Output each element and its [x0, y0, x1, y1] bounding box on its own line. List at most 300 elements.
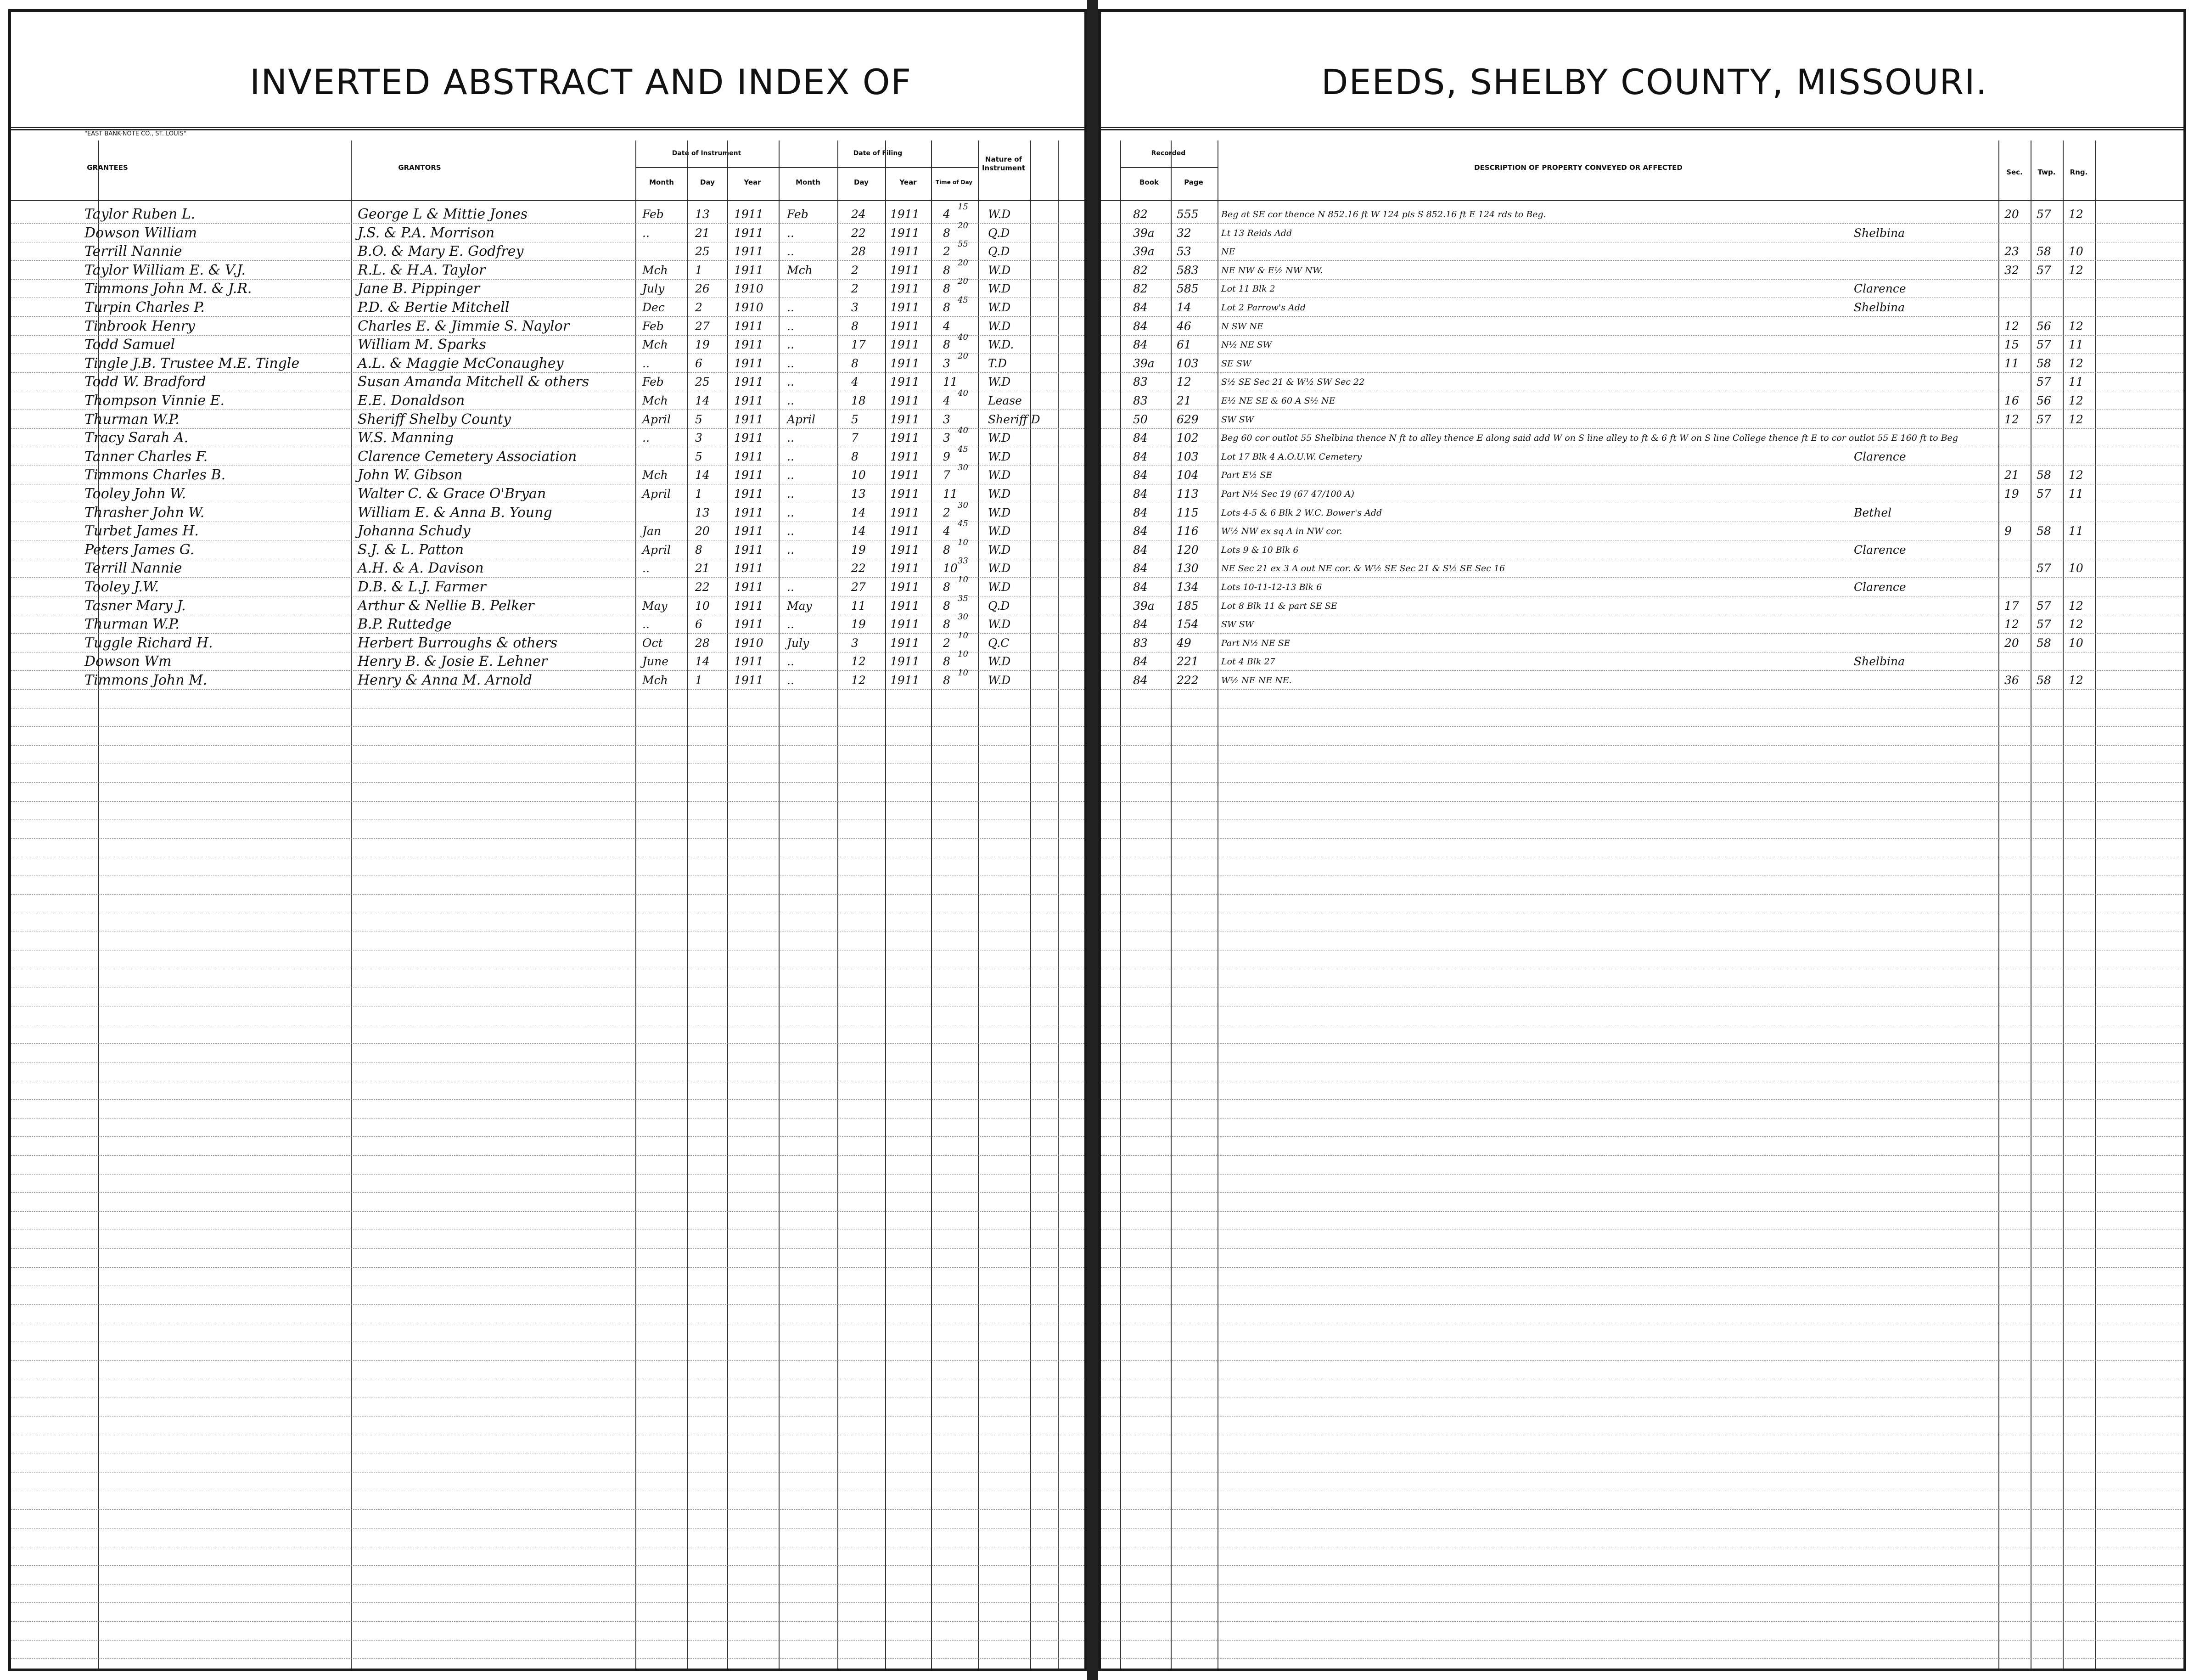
sec-cell: 11 [2004, 356, 2019, 370]
inst-year-cell: 1911 [734, 375, 763, 389]
sec-cell: 20 [2004, 636, 2019, 650]
inst-month-cell: .. [642, 226, 650, 240]
inst-year-cell: 1911 [734, 562, 763, 575]
grantor-cell: B.O. & Mary E. Godfrey [358, 243, 524, 260]
twp-cell: 58 [2037, 524, 2051, 538]
inst-day-cell: 10 [695, 599, 710, 612]
inst-year-cell: 1911 [734, 674, 763, 687]
header-bottom-rule [11, 200, 1084, 201]
filing-month-cell: .. [787, 468, 794, 482]
col-divider [727, 140, 728, 1669]
nature-cell: W.D [988, 431, 1011, 445]
inst-month-header: Month [649, 178, 674, 186]
inst-month-cell: Mch [642, 263, 668, 277]
page-cell: 222 [1177, 674, 1199, 687]
description-cell: N SW NE [1221, 321, 1263, 332]
ruled-line [11, 782, 1084, 783]
page-cell: 14 [1177, 301, 1191, 314]
grantee-cell: Taylor Ruben L. [84, 206, 196, 222]
twp-cell: 57 [2037, 263, 2051, 277]
rng-cell: 10 [2069, 562, 2083, 575]
col-divider [635, 140, 636, 1669]
time-of-day-header: Time of Day [935, 179, 973, 185]
recorded-divider [1120, 167, 1218, 168]
inst-year-cell: 1911 [734, 226, 763, 240]
inst-month-cell: .. [642, 431, 650, 445]
nature-cell: W.D [988, 375, 1011, 389]
twp-cell: 57 [2037, 412, 2051, 426]
ruled-line [11, 1099, 1084, 1100]
ruled-line [11, 223, 1084, 224]
filing-year-cell: 1911 [890, 245, 920, 258]
ruled-line [1101, 1136, 2183, 1137]
filing-day-cell: 4 [851, 375, 859, 389]
sec-cell: 36 [2004, 674, 2019, 687]
twp-cell: 57 [2037, 487, 2051, 500]
twp-cell: 56 [2037, 394, 2051, 407]
inst-day-cell: 26 [695, 282, 710, 296]
time-minutes-cell: 45 [958, 295, 968, 305]
grantee-cell: Tooley J.W. [84, 579, 159, 595]
inst-day-cell: 14 [695, 655, 710, 669]
col-divider [2095, 140, 2096, 1669]
ruled-line [11, 335, 1084, 336]
filing-year-cell: 1911 [890, 562, 920, 575]
ruled-line [11, 316, 1084, 317]
sec-cell: 12 [2004, 618, 2019, 631]
header-bottom-rule [1101, 200, 2183, 201]
page-cell: 21 [1177, 394, 1191, 407]
place-cell: Shelbina [1854, 301, 1905, 314]
nature-cell: Q.D [988, 245, 1010, 258]
ruled-line [11, 1248, 1084, 1249]
description-cell: Beg 60 cor outlot 55 Shelbina thence N ft to alley thence E along said add W on S line alley to ft & 6 ft W on S line College thence ft E to cor outlot 55 E 160 ft to Beg [1221, 433, 1958, 444]
filing-day-cell: 12 [851, 655, 866, 669]
rng-cell: 12 [2069, 319, 2083, 333]
filing-day-cell: 8 [851, 319, 859, 333]
twp-cell: 58 [2037, 245, 2051, 258]
filing-month-cell: .. [787, 655, 794, 669]
filing-month-cell: July [787, 636, 809, 650]
book-cell: 84 [1133, 524, 1148, 538]
inst-day-header: Day [700, 178, 715, 186]
page-cell: 629 [1177, 412, 1199, 426]
nature-cell: W.D [988, 543, 1011, 556]
twp-cell: 57 [2037, 375, 2051, 389]
filing-year-header: Year [899, 178, 917, 186]
nature-cell: W.D [988, 282, 1011, 296]
book-cell: 39a [1133, 226, 1155, 240]
book-cell: 84 [1133, 468, 1148, 482]
inst-year-cell: 1911 [734, 506, 763, 519]
book-cell: 84 [1133, 580, 1148, 594]
description-cell: Lot 11 Blk 2 [1221, 284, 1275, 294]
ruled-line [11, 1211, 1084, 1212]
inst-year-cell: 1911 [734, 356, 763, 370]
place-cell: Shelbina [1854, 226, 1905, 240]
time-of-day-cell: 10 [943, 562, 958, 575]
rng-cell: 12 [2069, 208, 2083, 221]
time-minutes-cell: 40 [958, 332, 968, 343]
time-minutes-cell: 20 [958, 220, 968, 230]
inst-day-cell: 1 [695, 487, 702, 500]
ruled-line [1101, 1621, 2183, 1622]
filing-month-cell: .. [787, 394, 794, 407]
filing-month-cell: Mch [787, 263, 813, 277]
grantor-cell: William E. & Anna B. Young [358, 504, 552, 521]
time-minutes-cell: 10 [958, 537, 968, 547]
ruled-line [1101, 1602, 2183, 1603]
inst-day-cell: 14 [695, 468, 710, 482]
description-cell: Lot 2 Parrow's Add [1221, 303, 1306, 313]
time-minutes-cell: 40 [958, 426, 968, 436]
page-header: Page [1184, 178, 1203, 186]
book-cell: 84 [1133, 655, 1148, 669]
right-page [1098, 9, 2186, 1671]
place-cell: Clarence [1854, 543, 1906, 556]
time-of-day-cell: 4 [943, 319, 950, 333]
nature-cell: W.D. [988, 338, 1014, 352]
time-of-day-cell: 3 [943, 412, 950, 426]
inst-day-cell: 3 [695, 431, 702, 445]
nature-cell: W.D [988, 301, 1011, 314]
filing-year-cell: 1911 [890, 674, 920, 687]
book-cell: 83 [1133, 375, 1148, 389]
inst-day-cell: 27 [695, 319, 710, 333]
description-cell: W½ NE NE NE. [1221, 675, 1292, 685]
filing-year-cell: 1911 [890, 375, 920, 389]
ruled-line [11, 1304, 1084, 1305]
ruled-line [1101, 894, 2183, 895]
description-cell: S½ SE Sec 21 & W½ SW Sec 22 [1221, 377, 1365, 388]
inst-day-cell: 14 [695, 394, 710, 407]
sec-header: Sec. [2006, 168, 2023, 176]
twp-cell: 57 [2037, 208, 2051, 221]
filing-year-cell: 1911 [890, 524, 920, 538]
description-cell: W½ NW ex sq A in NW cor. [1221, 526, 1342, 537]
grantee-cell: Thurman W.P. [84, 616, 180, 633]
ruled-line [11, 1043, 1084, 1044]
ruled-line [11, 801, 1084, 802]
time-of-day-cell: 3 [943, 356, 950, 370]
page-cell: 154 [1177, 618, 1199, 631]
ruled-line [11, 1509, 1084, 1510]
filing-day-cell: 5 [851, 412, 859, 426]
nature-cell: W.D [988, 208, 1011, 221]
inst-day-cell: 1 [695, 263, 702, 277]
filing-year-cell: 1911 [890, 618, 920, 631]
recorded-header: Recorded [1151, 150, 1186, 157]
date-of-filing-header: Date of Filing [853, 150, 903, 157]
inst-day-cell: 21 [695, 226, 710, 240]
ruled-line [1101, 577, 2183, 578]
book-cell: 84 [1133, 338, 1148, 352]
inst-month-cell: June [642, 655, 669, 669]
rng-header: Rng. [2070, 168, 2088, 176]
inst-day-cell: 13 [695, 208, 710, 221]
twp-cell: 58 [2037, 468, 2051, 482]
ruled-line [1101, 1211, 2183, 1212]
grantor-cell: A.H. & A. Davison [358, 560, 484, 577]
time-minutes-cell: 10 [958, 649, 968, 659]
grantor-cell: Charles E. & Jimmie S. Naylor [358, 318, 570, 334]
filing-month-cell: .. [787, 543, 794, 556]
grantor-cell: E.E. Donaldson [358, 393, 465, 409]
page-cell: 583 [1177, 263, 1199, 277]
grantee-cell: Tooley John W. [84, 486, 186, 502]
filing-day-cell: 2 [851, 282, 859, 296]
filing-year-cell: 1911 [890, 636, 920, 650]
col-divider [779, 140, 780, 1669]
time-minutes-cell: 33 [958, 556, 968, 566]
grantor-cell: W.S. Manning [358, 430, 454, 446]
filing-day-cell: 22 [851, 226, 866, 240]
ruled-line [11, 1640, 1084, 1641]
filing-day-cell: 12 [851, 674, 866, 687]
rng-cell: 12 [2069, 468, 2083, 482]
grantee-cell: Terrill Nannie [84, 560, 182, 577]
filing-year-cell: 1911 [890, 655, 920, 669]
inst-year-cell: 1910 [734, 636, 763, 650]
grantor-cell: Henry & Anna M. Arnold [358, 672, 533, 688]
description-header: DESCRIPTION OF PROPERTY CONVEYED OR AFFECTED [1474, 163, 1683, 172]
inst-day-cell: 8 [695, 543, 702, 556]
inst-month-cell: Dec [642, 301, 665, 314]
rng-cell: 12 [2069, 263, 2083, 277]
ruled-line [1101, 260, 2183, 261]
inst-year-cell: 1911 [734, 618, 763, 631]
time-of-day-cell: 11 [943, 487, 958, 500]
inst-year-cell: 1910 [734, 282, 763, 296]
filing-month-cell: .. [787, 618, 794, 631]
book-cell: 84 [1133, 319, 1148, 333]
filing-month-cell: .. [787, 487, 794, 500]
inst-month-cell: Feb [642, 375, 664, 389]
place-cell: Clarence [1854, 449, 1906, 463]
inst-month-cell: .. [642, 356, 650, 370]
time-of-day-cell: 8 [943, 543, 950, 556]
grantee-cell: Tingle J.B. Trustee M.E. Tingle [84, 355, 300, 371]
filing-year-cell: 1911 [890, 468, 920, 482]
grantor-cell: Jane B. Pippinger [358, 281, 480, 297]
rng-cell: 12 [2069, 356, 2083, 370]
ruled-line [11, 1621, 1084, 1622]
page-cell: 12 [1177, 375, 1191, 389]
time-of-day-cell: 8 [943, 618, 950, 631]
ruled-line [11, 1602, 1084, 1603]
grantees-header: GRANTEES [87, 163, 128, 172]
grantee-cell: Peters James G. [84, 541, 195, 558]
rng-cell: 12 [2069, 599, 2083, 612]
grantor-cell: D.B. & L.J. Farmer [358, 579, 486, 595]
nature-cell: W.D [988, 263, 1011, 277]
ruled-line [1101, 1360, 2183, 1361]
grantor-cell: Walter C. & Grace O'Bryan [358, 486, 546, 502]
ruled-line [1101, 801, 2183, 802]
time-of-day-cell: 8 [943, 599, 950, 612]
time-minutes-cell: 30 [958, 612, 968, 622]
filing-month-cell: .. [787, 674, 794, 687]
book-cell: 82 [1133, 208, 1148, 221]
ruled-line [11, 689, 1084, 690]
time-minutes-cell: 10 [958, 630, 968, 641]
nature-cell: W.D [988, 506, 1011, 519]
description-cell: E½ NE SE & 60 A S½ NE [1221, 396, 1335, 406]
book-cell: 84 [1133, 674, 1148, 687]
page-cell: 130 [1177, 562, 1199, 575]
description-cell: N½ NE SW [1221, 340, 1272, 350]
col-divider [837, 140, 838, 1669]
filing-year-cell: 1911 [890, 301, 920, 314]
book-cell: 39a [1133, 599, 1155, 612]
ruled-line [1101, 670, 2183, 671]
filing-month-cell: Feb [787, 208, 808, 221]
inst-year-cell: 1911 [734, 338, 763, 352]
grantor-cell: R.L. & H.A. Taylor [358, 262, 486, 278]
ruled-line [1101, 1565, 2183, 1566]
inst-year-cell: 1911 [734, 524, 763, 538]
sec-cell: 21 [2004, 468, 2019, 482]
filing-year-cell: 1911 [890, 263, 920, 277]
filing-year-cell: 1911 [890, 487, 920, 500]
grantor-cell: Arthur & Nellie B. Pelker [358, 597, 534, 614]
rng-cell: 12 [2069, 412, 2083, 426]
filing-year-cell: 1911 [890, 226, 920, 240]
description-cell: Beg at SE cor thence N 852.16 ft W 124 pls S 852.16 ft E 124 rds to Beg. [1221, 209, 1546, 219]
filing-year-cell: 1911 [890, 338, 920, 352]
inst-day-cell: 19 [695, 338, 710, 352]
time-of-day-cell: 9 [943, 449, 950, 463]
filing-year-cell: 1911 [890, 599, 920, 612]
inst-month-cell: Jan [642, 524, 662, 538]
page-cell: 120 [1177, 543, 1199, 556]
book-cell: 39a [1133, 245, 1155, 258]
time-minutes-cell: 30 [958, 500, 968, 510]
time-of-day-cell: 8 [943, 655, 950, 669]
filing-month-header: Month [796, 178, 820, 186]
inst-year-cell: 1911 [734, 245, 763, 258]
time-minutes-cell: 30 [958, 463, 968, 473]
filing-month-cell: .. [787, 431, 794, 445]
nature-cell: Q.D [988, 226, 1010, 240]
description-cell: Lot 17 Blk 4 A.O.U.W. Cemetery [1221, 451, 1362, 462]
filing-year-cell: 1911 [890, 580, 920, 594]
grantor-cell: S.J. & L. Patton [358, 541, 464, 558]
ruled-line [1101, 1658, 2183, 1659]
page-cell: 102 [1177, 431, 1199, 445]
inst-month-cell: Mch [642, 338, 668, 352]
inst-year-cell: 1911 [734, 431, 763, 445]
time-of-day-cell: 2 [943, 636, 950, 650]
grantor-cell: Sheriff Shelby County [358, 411, 511, 427]
grantee-cell: Timmons John M. [84, 672, 208, 688]
ruled-line [1101, 689, 2183, 690]
page-cell: 185 [1177, 599, 1199, 612]
nature-cell: W.D [988, 487, 1011, 500]
rng-cell: 12 [2069, 394, 2083, 407]
grantors-header: GRANTORS [398, 163, 441, 172]
grantee-cell: Tracy Sarah A. [84, 430, 189, 446]
inst-month-cell: April [642, 487, 671, 500]
page-cell: 116 [1177, 524, 1199, 538]
left-page [8, 9, 1087, 1671]
nature-cell: Q.C [988, 636, 1010, 650]
filing-year-cell: 1911 [890, 208, 920, 221]
inst-day-cell: 6 [695, 618, 702, 631]
col-divider [1120, 140, 1121, 1669]
description-cell: SW SW [1221, 619, 1254, 630]
filing-month-cell: .. [787, 580, 794, 594]
ruled-line [1101, 335, 2183, 336]
grantee-cell: Turbet James H. [84, 523, 199, 539]
ruled-line [11, 726, 1084, 727]
inst-day-cell: 13 [695, 506, 710, 519]
filing-year-cell: 1911 [890, 449, 920, 463]
description-cell: NE [1221, 247, 1235, 257]
rng-cell: 12 [2069, 674, 2083, 687]
page-cell: 113 [1177, 487, 1199, 500]
book-cell: 83 [1133, 636, 1148, 650]
ruled-line [11, 428, 1084, 429]
inst-year-cell: 1911 [734, 394, 763, 407]
nature-cell: W.D [988, 562, 1011, 575]
time-minutes-cell: 10 [958, 668, 968, 678]
ruled-line [1101, 838, 2183, 839]
inst-year-cell: 1911 [734, 599, 763, 612]
nature-cell: Q.D [988, 599, 1010, 612]
ruled-line [1101, 1248, 2183, 1249]
grantor-cell: Susan Amanda Mitchell & others [358, 374, 589, 390]
left-page-title: INVERTED ABSTRACT AND INDEX OF [250, 62, 912, 102]
header-top-rule [1101, 127, 2183, 130]
filing-year-cell: 1911 [890, 431, 920, 445]
inst-year-cell: 1911 [734, 319, 763, 333]
ruled-line [11, 670, 1084, 671]
filing-day-cell: 14 [851, 506, 866, 519]
inst-month-cell: Oct [642, 636, 663, 650]
inst-month-cell: Feb [642, 208, 664, 221]
right-page-title: DEEDS, SHELBY COUNTY, MISSOURI. [1321, 62, 1988, 102]
ruled-line [1101, 782, 2183, 783]
inst-month-cell: Mch [642, 468, 668, 482]
date-of-instrument-header: Date of Instrument [672, 150, 741, 157]
filing-day-cell: 11 [851, 599, 866, 612]
time-of-day-cell: 8 [943, 301, 950, 314]
description-cell: Part E½ SE [1221, 470, 1273, 481]
grantor-cell: John W. Gibson [358, 467, 463, 483]
grantee-cell: Todd Samuel [84, 337, 175, 353]
time-of-day-cell: 8 [943, 282, 950, 296]
filing-year-cell: 1911 [890, 282, 920, 296]
sec-cell: 16 [2004, 394, 2019, 407]
description-cell: NE Sec 21 ex 3 A out NE cor. & W½ SE Sec 21 & S½ SE Sec 16 [1221, 563, 1505, 574]
col-divider [687, 140, 688, 1669]
book-cell: 84 [1133, 506, 1148, 519]
description-cell: Lt 13 Reids Add [1221, 228, 1292, 238]
rng-cell: 10 [2069, 636, 2083, 650]
ruled-line [1101, 1155, 2183, 1156]
inst-month-cell: Mch [642, 674, 668, 687]
inst-month-cell: April [642, 543, 671, 556]
col-divider [978, 140, 979, 1669]
ruled-line [11, 577, 1084, 578]
twp-cell: 57 [2037, 562, 2051, 575]
inst-year-header: Year [744, 178, 761, 186]
ruled-line [1101, 1267, 2183, 1268]
twp-cell: 58 [2037, 636, 2051, 650]
ruled-line [1101, 1192, 2183, 1193]
time-minutes-cell: 55 [958, 239, 968, 249]
